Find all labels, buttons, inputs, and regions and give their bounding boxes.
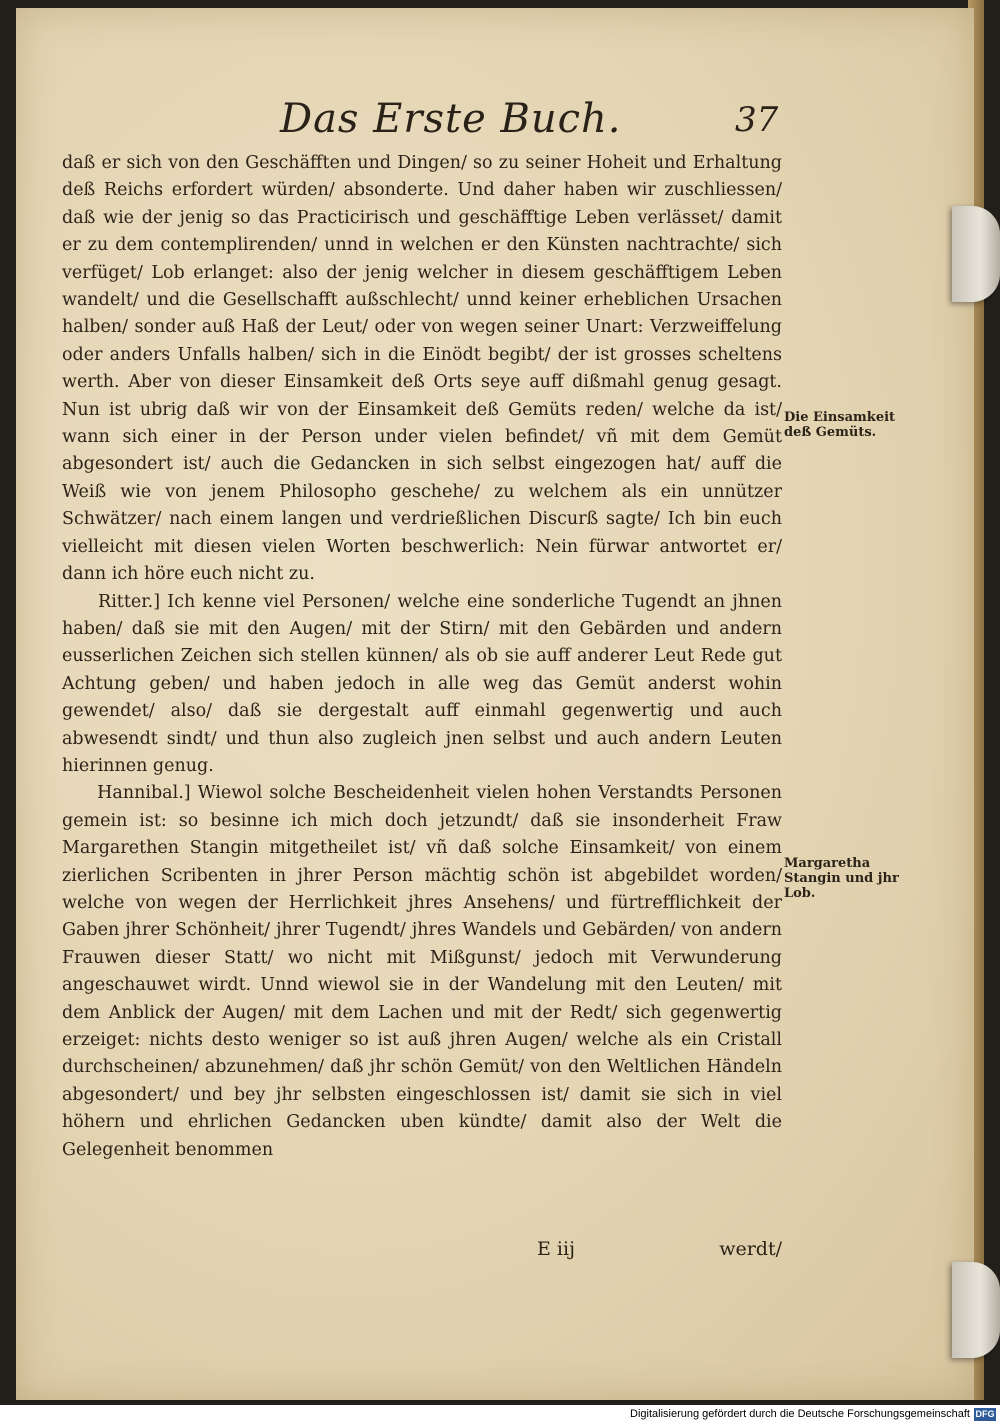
funding-credit: Digitalisierung gefördert durch die Deutsche Forschungsgemeinschaft <box>630 1408 970 1420</box>
dfg-logo-icon: DFG <box>975 1409 995 1419</box>
credit-bar <box>0 1405 1000 1425</box>
paragraph-1: daß er sich von den Geschäfften und Dingen/ so zu seiner Hoheit und Erhaltung deß Reichs erfordert würden/ absonderte. Und daher haben wir zuschliessen/ daß wie der jenig so das Practicirisch und geschäfftige Leben verlässet/ damit er zu dem contemplirenden/ unnd in welchen er den Künsten nachtrachte/ sich verfüget/ Lob erlanget: also der jenig welcher in diesem geschäfftigem Leben wandelt/ und die Gesellschafft außschlecht/ unnd keiner erheblichen Ursachen halben/ sonder auß Haß der Leut/ oder von wegen seiner Unart: Verzweiffelung oder anders Unfalls halben/ sich in die Einödt begibt/ der ist grosses scheltens werth. Aber von dieser Einsamkeit deß Orts seye auff dißmahl genug gesagt. Nun ist ubrig daß wir von der Einsamkeit deß Gemüts reden/ welche da ist/ wann sich einer in der Person under vielen befindet/ vñ mit dem Gemüt abgesondert ist/ auch die Gedancken in sich selbst eingezogen hat/ auff die Weiß wie von jenem Philosopho geschehe/ zu welchem als ein unnützer Schwätzer/ nach einem langen und verdrießlichen Discurß sagte/ Ich bin euch vielleicht mit diesen vielen Worten beschwerlich: Nein fürwar antwortet er/ dann ich höre euch nicht zu. <box>62 153 782 585</box>
marginal-note-2: Margaretha Stangin und jhr Lob. <box>784 856 899 901</box>
paragraph-3-text: Wiewol solche Bescheidenheit vielen hohen Verstandts Personen gemein ist: so besinne ich mich doch jetzundt/ daß sie insonderheit Fraw Margarethen Stangin mitgetheilet ist/ vñ daß solche Einsamkeit/ von einem zierlichen Scribenten in jhrer Person mächtig schön ist abgebildet worden/ welche von wegen der Herrlichkeit jhres Ansehens/ und fürtrefflichkeit der Gaben jhrer Schönheit/ jhrer Tugendt/ jhres Wandels und Gebärden/ von andern Frauwen dieser Statt/ wo nicht mit Mißgunst/ jedoch mit Verwunderung angeschauwet wirdt. Unnd wiewol sie in der Wandelung mit den Leuten/ mit dem Anblick der Augen/ mit dem Lachen und mit der Redt/ sich gegenwertig erzeiget: nichts desto weniger so ist auß jhren Augen/ welche als ein Cristall durchscheinen/ abzunehmen/ daß jhr schön Gemüt/ von den Weltlichen Händeln abgesondert/ und bey jhr selbsten eingeschlossen ist/ damit sie sich in viel höhern und ehrlichen Gedancken uben kündte/ damit also der Welt die Gelegenheit benommen <box>62 783 782 1160</box>
bookmark-tab-bottom <box>952 1262 1000 1358</box>
main-text <box>62 150 782 1164</box>
catchword: werdt/ <box>719 1238 782 1260</box>
speaker-ritter: Ritter.] <box>98 591 161 612</box>
page-footer <box>62 1238 782 1268</box>
running-title: Das Erste Buch. <box>280 96 622 142</box>
bookmark-tab-top <box>952 206 1000 302</box>
page-number: 37 <box>735 100 779 140</box>
paragraph-2 <box>62 589 782 781</box>
marginal-note-1: Die Einsamkeit deß Gemüts. <box>784 410 896 440</box>
speaker-hannibal: Hannibal.] <box>97 783 191 804</box>
paragraph-2-text: Ich kenne viel Personen/ welche eine sonderliche Tugendt an jhnen haben/ daß sie mit den Augen/ mit der Stirn/ mit den Gebärden und andern eusserlichen Zeichen sich stellen künnen/ als ob sie auff anderer Leut Rede gut Achtung geben/ und haben jedoch in alle weg das Gemüt anderst wohin gewendet/ also/ daß sie dergestalt auff einmahl gegenwertig und auch abwesendt sindt/ und thun also zugleich jnen selbst und auch andern Leuten hierinnen genug. <box>62 591 782 776</box>
page-header <box>280 96 622 142</box>
paragraph-3 <box>62 780 782 1164</box>
signature-mark: E iij <box>537 1238 575 1260</box>
